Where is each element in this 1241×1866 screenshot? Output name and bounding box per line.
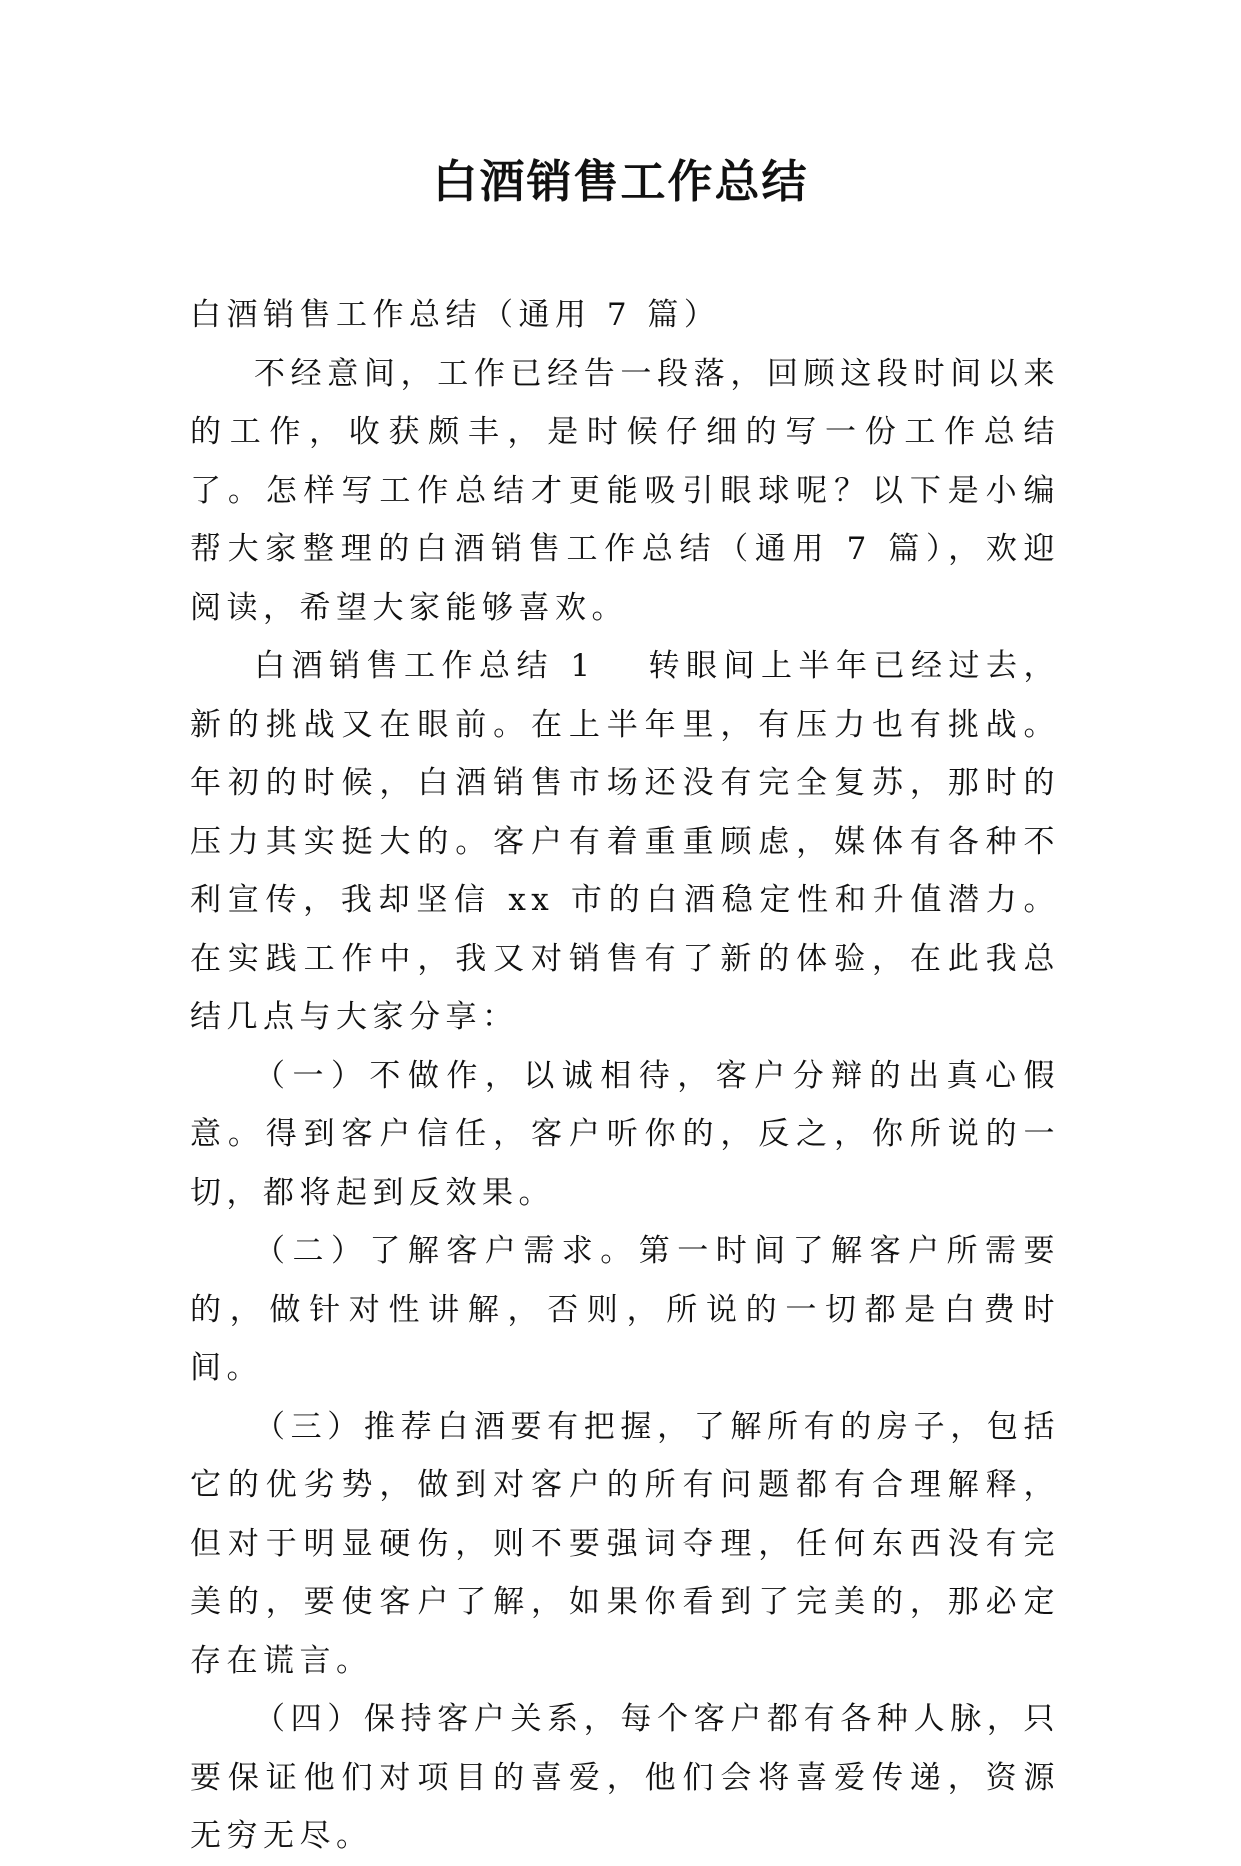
section-1-text: 转眼间上半年已经过去，新的挑战又在眼前。在上半年里，有压力也有挑战。年初的时候，白酒销售市场还没有完全复苏，那时的压力其实挺大的。客户有着重重顾虑，媒体有各种不利宣传，我却坚信 xx 市的白酒稳定性和升值潜力。在实践工作中，我又对销售有了新的体验，在此我总结几点与大家分享： — [190, 648, 1061, 1035]
document-body — [190, 286, 1060, 1866]
section-1-heading: 白酒销售工作总结 1 — [254, 648, 596, 684]
point-4-paragraph: （四）保持客户关系，每个客户都有各种人脉，只要保证他们对项目的喜爱，他们会将喜爱传递，资源无穷无尽。 — [190, 1701, 1060, 1854]
point-3-paragraph: （三）推荐白酒要有把握，了解所有的房子，包括它的优劣势，做到对客户的所有问题都有合理解释，但对于明显硬伤，则不要强词夺理，任何东西没有完美的，要使客户了解，如果你看到了完美的，那必定存在谎言。 — [190, 1408, 1060, 1679]
point-1-paragraph: （一）不做作，以诚相待，客户分辩的出真心假意。得到客户信任，客户听你的，反之，你所说的一切，都将起到反效果。 — [190, 1057, 1060, 1211]
document-title: 白酒销售工作总结 — [432, 155, 809, 208]
document-subtitle: 白酒销售工作总结（通用 7 篇） — [190, 297, 721, 333]
intro-paragraph: 不经意间，工作已经告一段落，回顾这段时间以来的工作，收获颇丰，是时候仔细的写一份工作总结了。怎样写工作总结才更能吸引眼球呢？以下是小编帮大家整理的白酒销售工作总结（通用 7 篇），欢迎阅读，希望大家能够喜欢。 — [190, 355, 1060, 626]
section-1-paragraph — [190, 637, 1060, 1047]
point-2-paragraph: （二）了解客户需求。第一时间了解客户所需要的，做针对性讲解，否则，所说的一切都是白费时间。 — [190, 1233, 1060, 1386]
